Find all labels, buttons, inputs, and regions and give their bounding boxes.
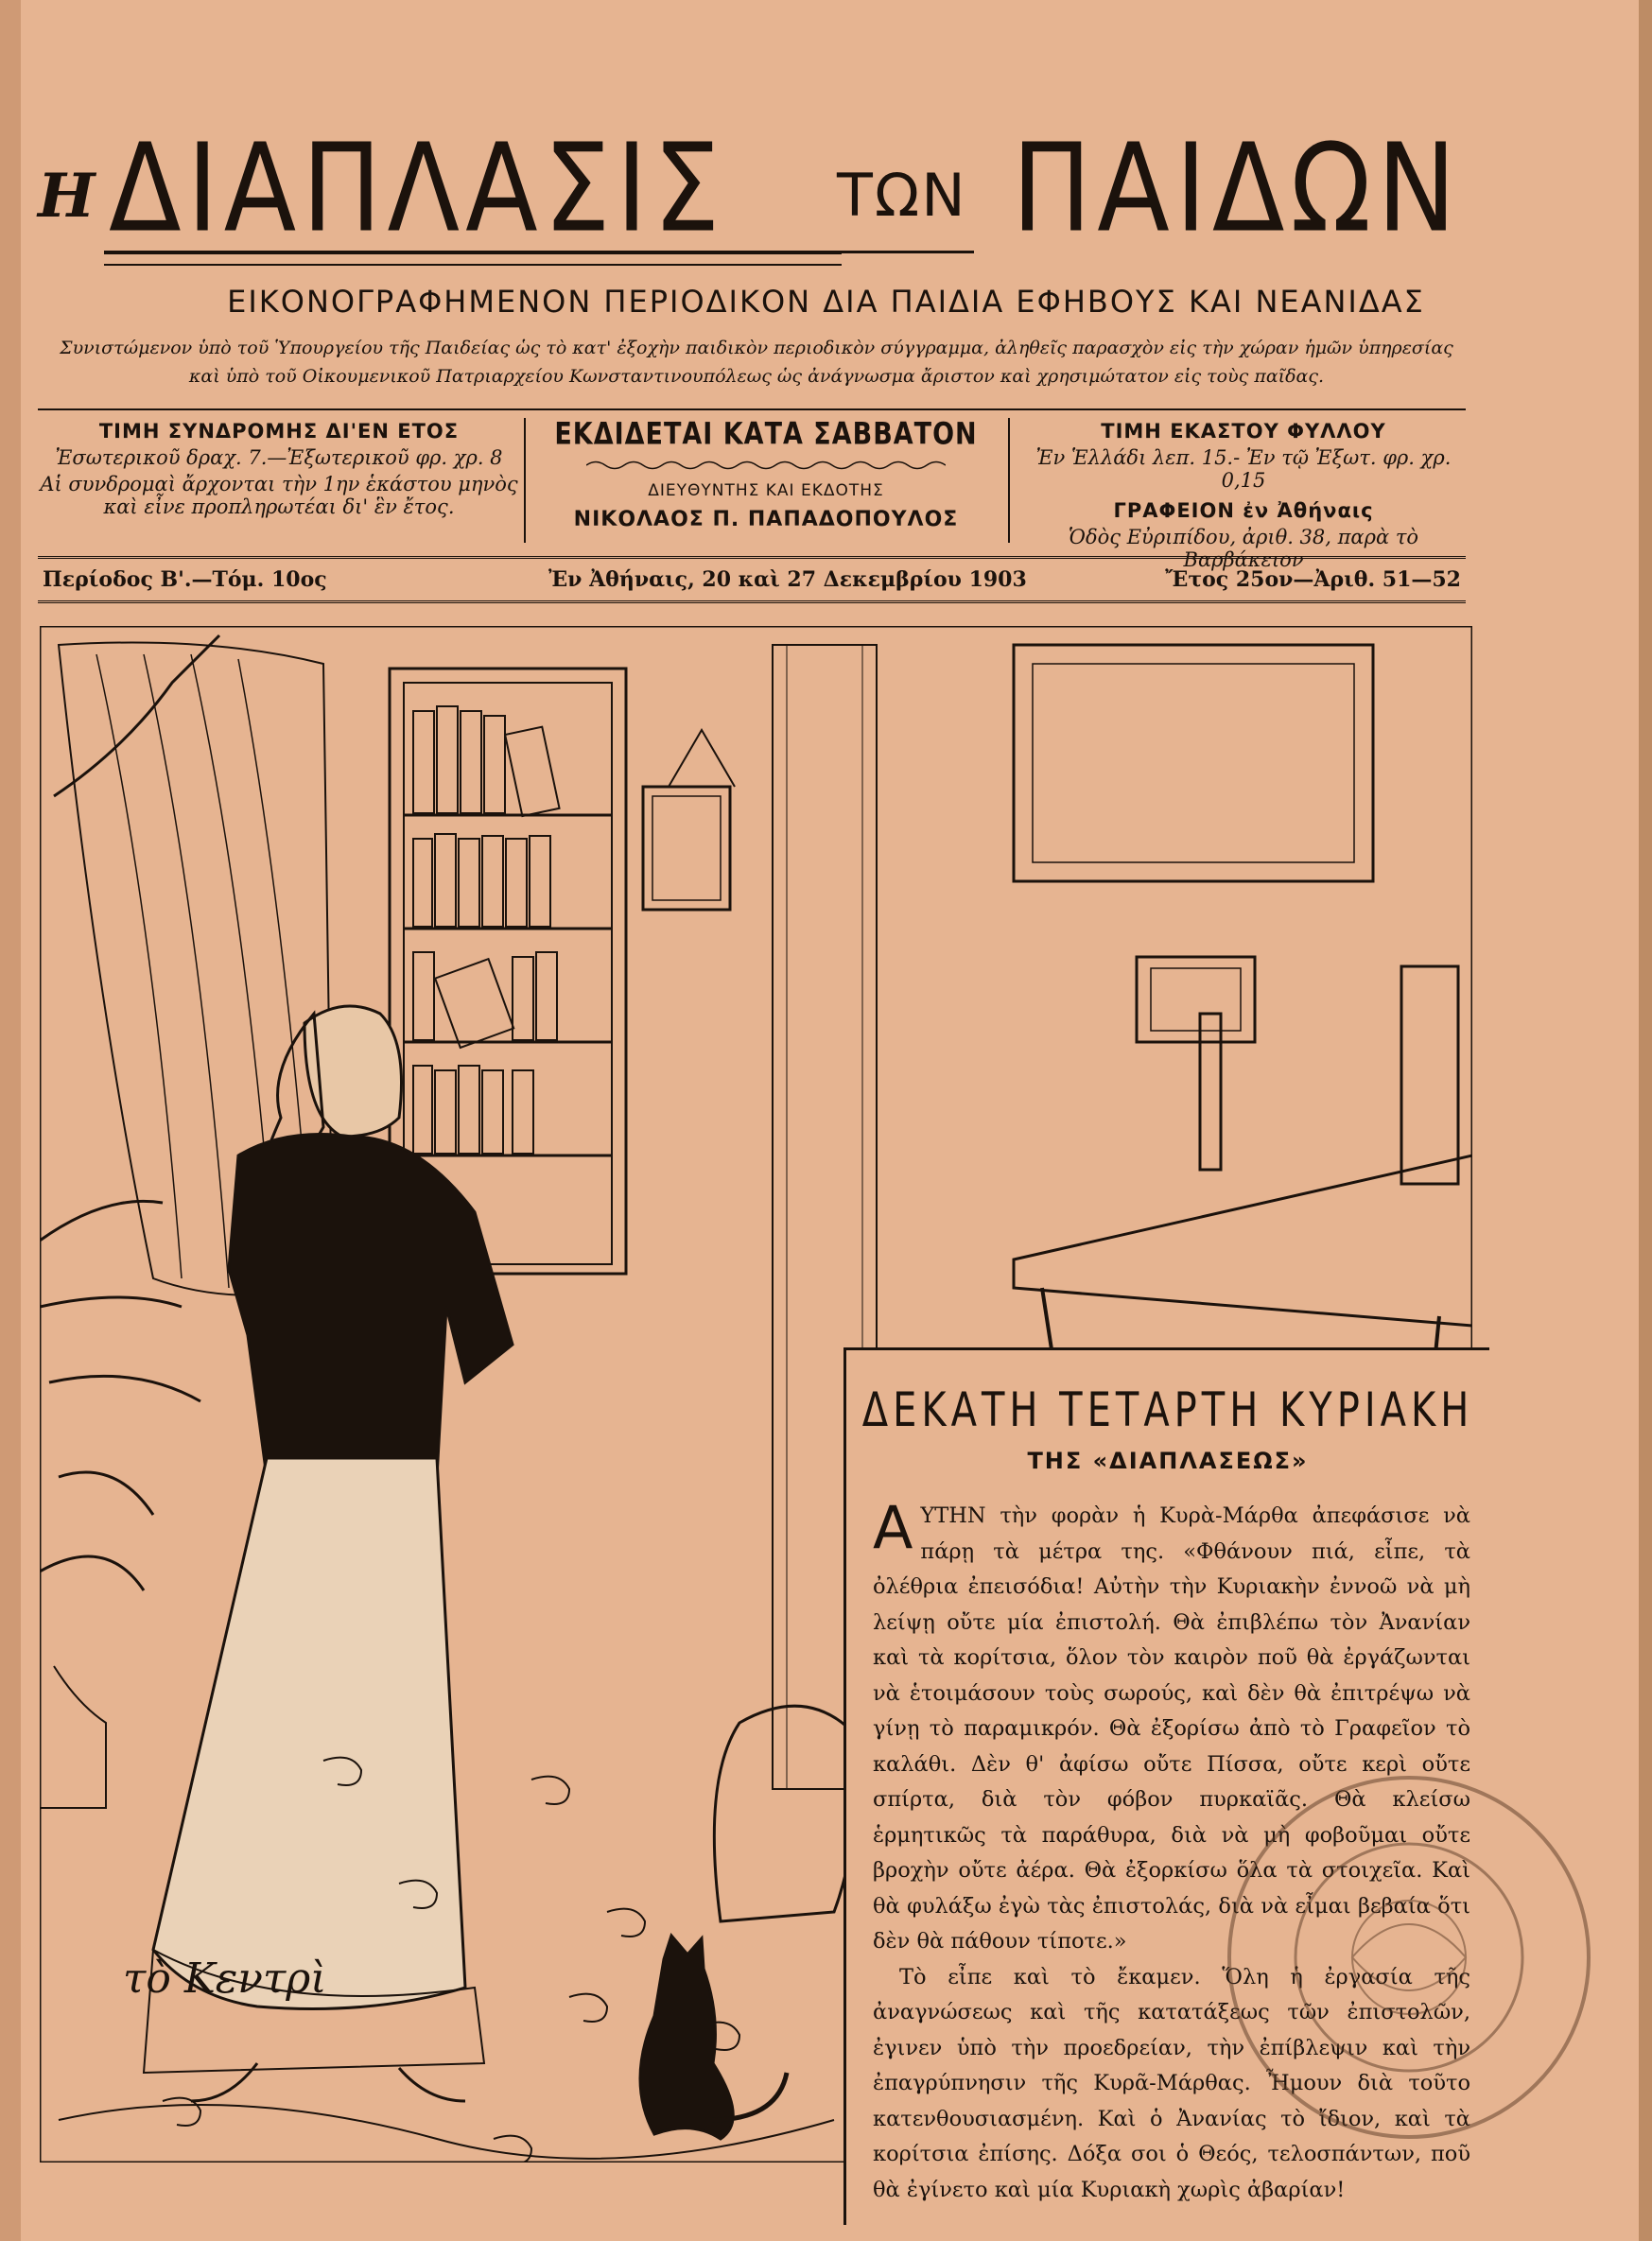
info-block xyxy=(38,408,1466,571)
library-stamp xyxy=(1220,1768,1598,2146)
masthead-underline xyxy=(104,251,842,266)
barometer xyxy=(1200,1014,1221,1170)
article-paragraph-1-text: ΥΤΗΝ τὴν φορὰν ἡ Κυρὰ-Μάρθα ἀπεφάσισε νὰ πάρῃ τὰ μέτρα της. «Φθάνουν πιά, εἶπε, τὰ ὀλέθρια ἐπεισόδια! Αὐτὴν τὴν Κυριακὴν ἐννοῶ νὰ μὴ λείψῃ οὔτε μία ἐπιστολή. Θὰ ἐπιβλέπω τὸν Ἀνανίαν καὶ τὰ κορίτσια, ὅλον τὸν καιρὸν ποῦ θὰ ἐργάζωνται νὰ ἑτοιμάσουν τοὺς σωρούς, καὶ δὲν θὰ ἐπιτρέψω νὰ γίνῃ τὸ παραμικρόν. Θὰ ἐξορίσω ἀπὸ τὸ Γραφεῖον τὸ καλάθι. Δὲν θ' ἀφίσω οὔτε Πίσσα, οὔτε κερὶ οὔτε σπίρτα, διὰ τὸν φόβον πυρκαϊᾶς. Θὰ κλείσω ἑρμητικῶς τὰ παράθυρα, διὰ νὰ μὴ φοβοῦμαι οὔτε βροχὴν οὔτε ἀέρα. Θὰ ἐξορκίσω ὅλα τὰ στοιχεῖα. Καὶ θὰ φυλάξω ἐγὼ τὰς ἐπιστολάς, διὰ νὰ εἶμαι βεβαία ὅτι δὲν θὰ πάθουν τίποτε.» xyxy=(873,1503,1470,1954)
subscription-prices: Ἐσωτερικοῦ δραχ. 7.—Ἐξωτερικοῦ φρ. χρ. 8 xyxy=(55,446,503,469)
masthead xyxy=(38,109,1475,298)
published-weekly: ΕΚΔΙΔΕΤΑΙ ΚΑΤΑ ΣΑΒΒΑΤΟΝ xyxy=(554,416,978,453)
sheet-prices: Ἐν Ἑλλάδι λεπ. 15.- Ἐν τῷ Ἐξωτ. φρ. χρ. 0,15 xyxy=(1035,446,1452,492)
page-left-edge xyxy=(0,0,21,2241)
article-subtitle: ΤΗΣ «ΔΙΑΠΛΑΣΕΩΣ» xyxy=(1027,1448,1309,1474)
lamp xyxy=(1401,966,1458,1184)
masthead-underline-ton xyxy=(832,251,974,261)
page-right-edge xyxy=(1639,0,1652,2241)
article-title: ΔΕΚΑΤΗ ΤΕΤΑΡΤΗ ΚΥΡΙΑΚΗ xyxy=(861,1383,1474,1438)
office-title: ΓΡΑΦΕΙΟΝ ἐν Ἀθήναις xyxy=(1113,499,1374,522)
subtitle: ΕΙΚΟΝΟΓΡΑΦΗΜΕΝΟΝ ΠΕΡΙΟΔΙΚΟΝ ΔΙΑ ΠΑΙΔΙΑ ΕΦΗΒΟΥΣ ΚΑΙ ΝΕΑΝΙΔΑΣ xyxy=(227,284,1425,320)
vine xyxy=(54,635,219,796)
director-label: ΔΙΕΥΘΥΝΤΗΣ ΚΑΙ ΕΚΔΟΤΗΣ xyxy=(648,481,884,500)
plant-left xyxy=(40,1201,200,1590)
director-name: ΝΙΚΟΛΑΟΣ Π. ΠΑΠΑΔΟΠΟΥΛΟΣ xyxy=(573,508,959,531)
period-volume: Περίοδος Β'.—Τόμ. 10ος xyxy=(43,567,327,592)
article-paragraph-2: Τὸ εἶπε καὶ τὸ ἔκαμεν. Ὅλη ἡ ἐργασία τῆς ἀναγνώσεως καὶ τῆς κατατάξεως τῶν ἐπιστολῶν, ἐγινεν ὑπὸ τὴν προεδρείαν, τὴν ἐπίβλεψιν καὶ τὴν ἐπαγρύπνησιν τῆς Κυρᾶ-Μάρθας. Ἦμουν διὰ τοῦτο κατενθουσιασμένη. Καὶ ὁ Ἀνανίας τὸ ἴδιον, καὶ τὰ κορίτσια ἐπίσης. Δόξα σοι ὁ Θεός, τελοσπάντων, ποῦ θὰ ἐγίνετο καὶ μία Κυριακὴ χωρὶς ἀβαρίαν! xyxy=(873,1964,1470,2202)
mirror-frame xyxy=(1014,645,1373,881)
column-divider xyxy=(524,418,526,543)
illustrator-signature: τὸ Κεντρὶ xyxy=(123,1954,327,2003)
publication-column xyxy=(530,416,1002,552)
issue-date: Ἐν Ἀθήναις, 20 καὶ 27 Δεκεμβρίου 1903 xyxy=(548,567,1027,592)
woman-figure xyxy=(144,1006,513,2101)
subscription-note-1: Αἱ συνδρομαὶ ἄρχονται τὴν 1ην ἑκάστου μηνὸς xyxy=(40,473,518,495)
desk xyxy=(1014,1155,1472,1326)
column-divider xyxy=(1008,418,1010,543)
recommendation-line-2: καὶ ὑπὸ τοῦ Οἰκουμενικοῦ Πατριαρχείου Κωνσταντινουπόλεως ὡς ἀνάγνωσμα ἄριστον καὶ χρησιμώτατον εἰς τοὺς παῖδας. xyxy=(188,366,1325,387)
decorative-wave xyxy=(586,459,946,472)
sofa-arm xyxy=(714,1706,855,1921)
dateline xyxy=(38,556,1466,603)
article-dropcap: Α xyxy=(873,1493,913,1562)
masthead-title-main: ΔΙΑΠΛΑΣΙΣ xyxy=(109,118,726,260)
sheet-price-title: ΤΙΜΗ ΕΚΑΣΤΟΥ ΦΥΛΛΟΥ xyxy=(1101,420,1386,443)
subscription-title: ΤΙΜΗ ΣΥΝΔΡΟΜΗΣ ΔΙ'ΕΝ ΕΤΟΣ xyxy=(98,420,460,443)
wall-portrait xyxy=(643,787,730,910)
recommendation xyxy=(38,334,1475,391)
masthead-article: Η xyxy=(38,161,96,232)
office-address: Ὁδὸς Εὐριπίδου, ἀριθ. 38, παρὰ τὸ Βαρβάκειον xyxy=(1068,526,1419,571)
issue-number: Ἔτος 25ον—Ἀριθ. 51—52 xyxy=(1165,567,1461,592)
masthead-title-paidon: ΠΑΙΔΩΝ xyxy=(1012,118,1462,260)
small-frame xyxy=(1137,957,1255,1042)
subscription-note-2: καὶ εἶνε προπληρωτέαι δι' ἓν ἔτος. xyxy=(103,495,455,518)
recommendation-line-1: Συνιστώμενον ὑπὸ τοῦ Ὑπουργείου τῆς Παιδείας ὡς τὸ κατ' ἐξοχὴν παιδικὸν περιοδικὸν σύγγραμμα, ἀληθεῖς παρασχὸν εἰς τὴν χώραν ἡμῶν ὑπηρεσίας xyxy=(60,338,1453,358)
black-cat xyxy=(640,1936,733,2139)
sheet-price-column xyxy=(1012,420,1475,571)
subscription-column xyxy=(38,420,520,552)
masthead-title-ton: ΤΩΝ xyxy=(837,161,967,230)
